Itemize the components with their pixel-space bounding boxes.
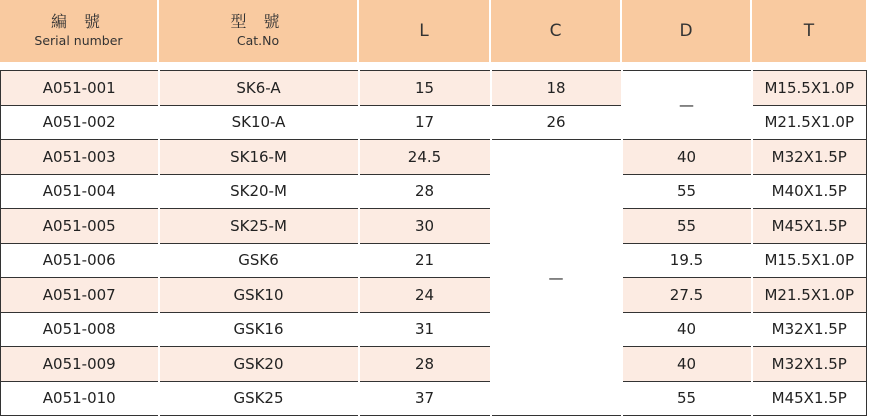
cell-t: M45X1.5P: [752, 209, 867, 244]
cell-d: 40: [622, 312, 752, 347]
cell-serial: A051-002: [1, 105, 159, 140]
cell-cat-no: SK25-M: [159, 209, 359, 244]
cell-d: 19.5: [622, 243, 752, 278]
cell-cat-no: SK6-A: [159, 71, 359, 106]
cell-d-empty: —: [622, 71, 752, 140]
cell-t: M21.5X1.0P: [752, 278, 867, 313]
table-row: [1, 243, 867, 278]
header-l-label: L: [419, 21, 429, 41]
cell-serial: A051-001: [1, 71, 159, 106]
table-row: [1, 174, 867, 209]
header-cat-no: [158, 0, 358, 62]
cell-l: 21: [359, 243, 491, 278]
cell-d: 55: [622, 381, 752, 416]
cell-serial: A051-006: [1, 243, 159, 278]
cell-l: 28: [359, 347, 491, 382]
cell-t: M32X1.5P: [752, 140, 867, 175]
cell-l: 15: [359, 71, 491, 106]
cell-cat-no: GSK16: [159, 312, 359, 347]
cell-serial: A051-010: [1, 381, 159, 416]
header-cat-cn: 型 號: [230, 12, 286, 31]
cell-serial: A051-003: [1, 140, 159, 175]
table-body: [0, 70, 867, 416]
cell-t: M15.5X1.0P: [752, 243, 867, 278]
cell-serial: A051-007: [1, 278, 159, 313]
table-row: [1, 347, 867, 382]
cell-t: M45X1.5P: [752, 381, 867, 416]
cell-l: 24.5: [359, 140, 491, 175]
cell-c: 18: [491, 71, 622, 106]
table-row: [1, 209, 867, 244]
cell-c: 26: [491, 105, 622, 140]
cell-l: 28: [359, 174, 491, 209]
cell-t: M40X1.5P: [752, 174, 867, 209]
cell-t: M15.5X1.0P: [752, 71, 867, 106]
table-row: [1, 278, 867, 313]
table-row: [1, 381, 867, 416]
cell-cat-no: SK10-A: [159, 105, 359, 140]
table-row: [1, 140, 867, 175]
cell-l: 17: [359, 105, 491, 140]
table-row: [1, 71, 867, 106]
cell-d: 27.5: [622, 278, 752, 313]
cell-serial: A051-008: [1, 312, 159, 347]
header-cat-en: Cat.No: [236, 33, 280, 48]
cell-l: 31: [359, 312, 491, 347]
cell-serial: A051-005: [1, 209, 159, 244]
cell-l: 24: [359, 278, 491, 313]
cell-l: 37: [359, 381, 491, 416]
cell-t: M32X1.5P: [752, 312, 867, 347]
header-c-label: C: [549, 21, 562, 41]
cell-t: M21.5X1.0P: [752, 105, 867, 140]
cell-cat-no: GSK10: [159, 278, 359, 313]
header-serial-number: [0, 0, 158, 62]
header-t: [751, 0, 866, 62]
cell-cat-no: GSK25: [159, 381, 359, 416]
cell-l: 30: [359, 209, 491, 244]
header-c: [490, 0, 621, 62]
header-l: [358, 0, 490, 62]
cell-d: 55: [622, 209, 752, 244]
table-header: [0, 0, 866, 62]
header-d-label: D: [679, 21, 693, 41]
header-t-label: T: [803, 21, 815, 41]
cell-cat-no: SK16-M: [159, 140, 359, 175]
cell-cat-no: GSK20: [159, 347, 359, 382]
cell-t: M32X1.5P: [752, 347, 867, 382]
cell-cat-no: SK20-M: [159, 174, 359, 209]
cell-d: 40: [622, 347, 752, 382]
header-serial-cn: 編 號: [50, 12, 107, 31]
cell-serial: A051-004: [1, 174, 159, 209]
cell-c-empty: —: [491, 140, 622, 416]
cell-d: 40: [622, 140, 752, 175]
header-d: [621, 0, 751, 62]
table-row: [1, 312, 867, 347]
header-serial-en: Serial number: [34, 33, 123, 48]
cell-serial: A051-009: [1, 347, 159, 382]
cell-d: 55: [622, 174, 752, 209]
cell-cat-no: GSK6: [159, 243, 359, 278]
